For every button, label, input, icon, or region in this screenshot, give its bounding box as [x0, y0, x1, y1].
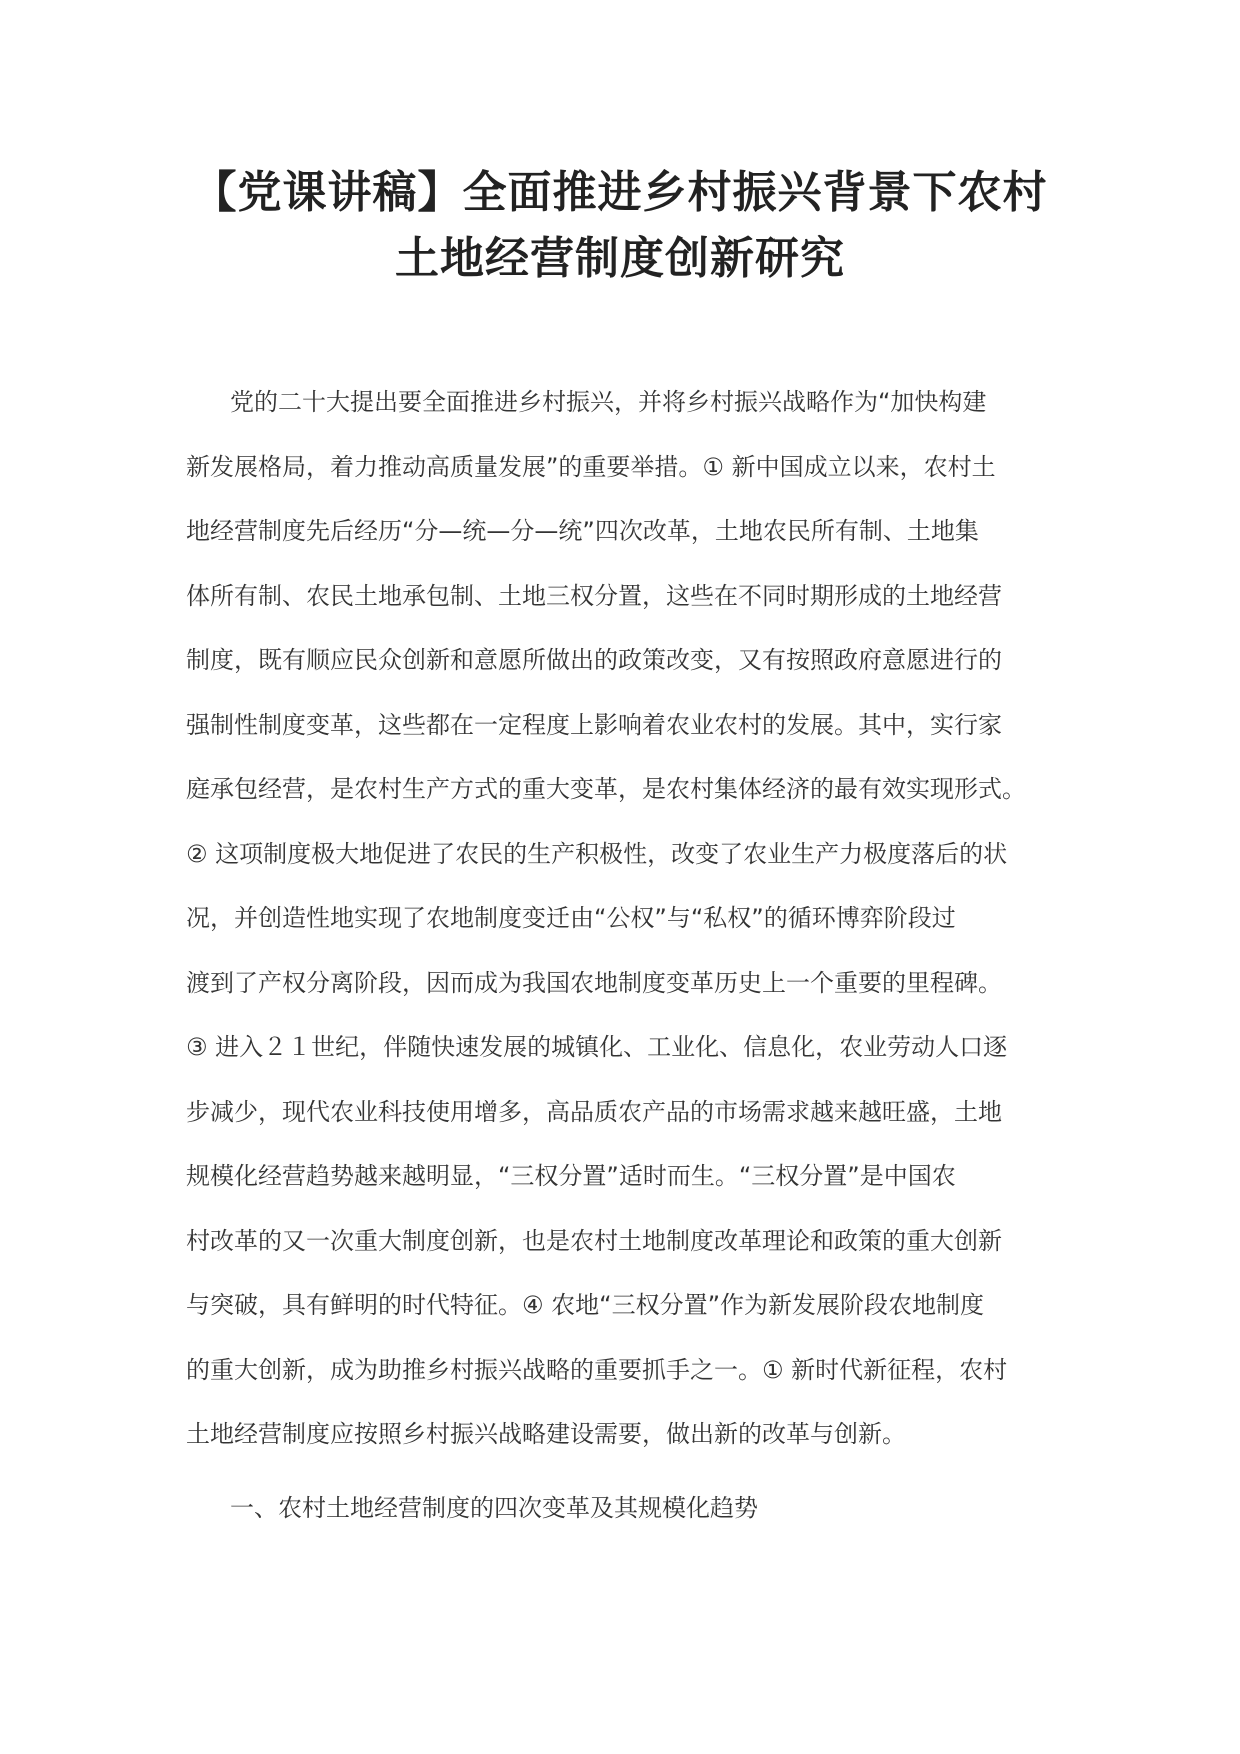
paragraph-line: 村改革的又一次重大制度创新，也是农村土地制度改革理论和政策的重大创新 [186, 1226, 1002, 1255]
title-line: 土地经营制度创新研究 [395, 233, 845, 284]
paragraph-line: 庭承包经营，是农村生产方式的重大变革，是农村集体经济的最有效实现形式。 [186, 775, 1026, 803]
document-title [150, 160, 1090, 292]
title-line: 【党课讲稿】全面推进乡村振兴背景下农村 [192, 167, 1048, 218]
paragraph-line: 土地经营制度应按照乡村振兴战略建设需要，做出新的改革与创新。 [186, 1420, 906, 1448]
paragraph-line: 渡到了产权分离阶段，因而成为我国农地制度变革历史上一个重要的里程碑。 [186, 968, 1002, 997]
paragraph-line: 新发展格局，着力推动高质量发展”的重要举措。① 新中国成立以来，农村土 [186, 452, 996, 481]
paragraph-line: ③ 进入２１世纪，伴随快速发展的城镇化、工业化、信息化，农业劳动人口逐 [186, 1033, 1008, 1061]
paragraph-line: 的重大创新，成为助推乡村振兴战略的重要抓手之一。① 新时代新征程，农村 [186, 1355, 1008, 1384]
paragraph-line: 党的二十大提出要全面推进乡村振兴，并将乡村振兴战略作为“加快构建 [230, 388, 987, 416]
intro-paragraph [186, 370, 1058, 1467]
paragraph-line: 规模化经营趋势越来越明显，“三权分置”适时而生。“三权分置”是中国农 [186, 1162, 956, 1190]
paragraph-line: 况，并创造性地实现了农地制度变迁由“公权”与“私权”的循环博弈阶段过 [186, 904, 956, 932]
paragraph-line: 强制性制度变革，这些都在一定程度上影响着农业农村的发展。其中，实行家 [186, 710, 1002, 739]
paragraph-line: 步减少，现代农业科技使用增多，高品质农产品的市场需求越来越旺盛，土地 [186, 1097, 1002, 1126]
paragraph-line: 地经营制度先后经历“分—统—分—统”四次改革，土地农民所有制、土地集 [186, 517, 979, 545]
paragraph-line: 与突破，具有鲜明的时代特征。④ 农地“三权分置”作为新发展阶段农地制度 [186, 1291, 985, 1319]
section-heading: 一、农村土地经营制度的四次变革及其规模化趋势 [230, 1494, 758, 1522]
paragraph-line: 体所有制、农民土地承包制、土地三权分置，这些在不同时期形成的土地经营 [186, 581, 1002, 610]
paragraph-line: 制度，既有顺应民众创新和意愿所做出的政策改变，又有按照政府意愿进行的 [186, 646, 1002, 674]
paragraph-line: ② 这项制度极大地促进了农民的生产积极性，改变了农业生产力极度落后的状 [186, 839, 1008, 868]
